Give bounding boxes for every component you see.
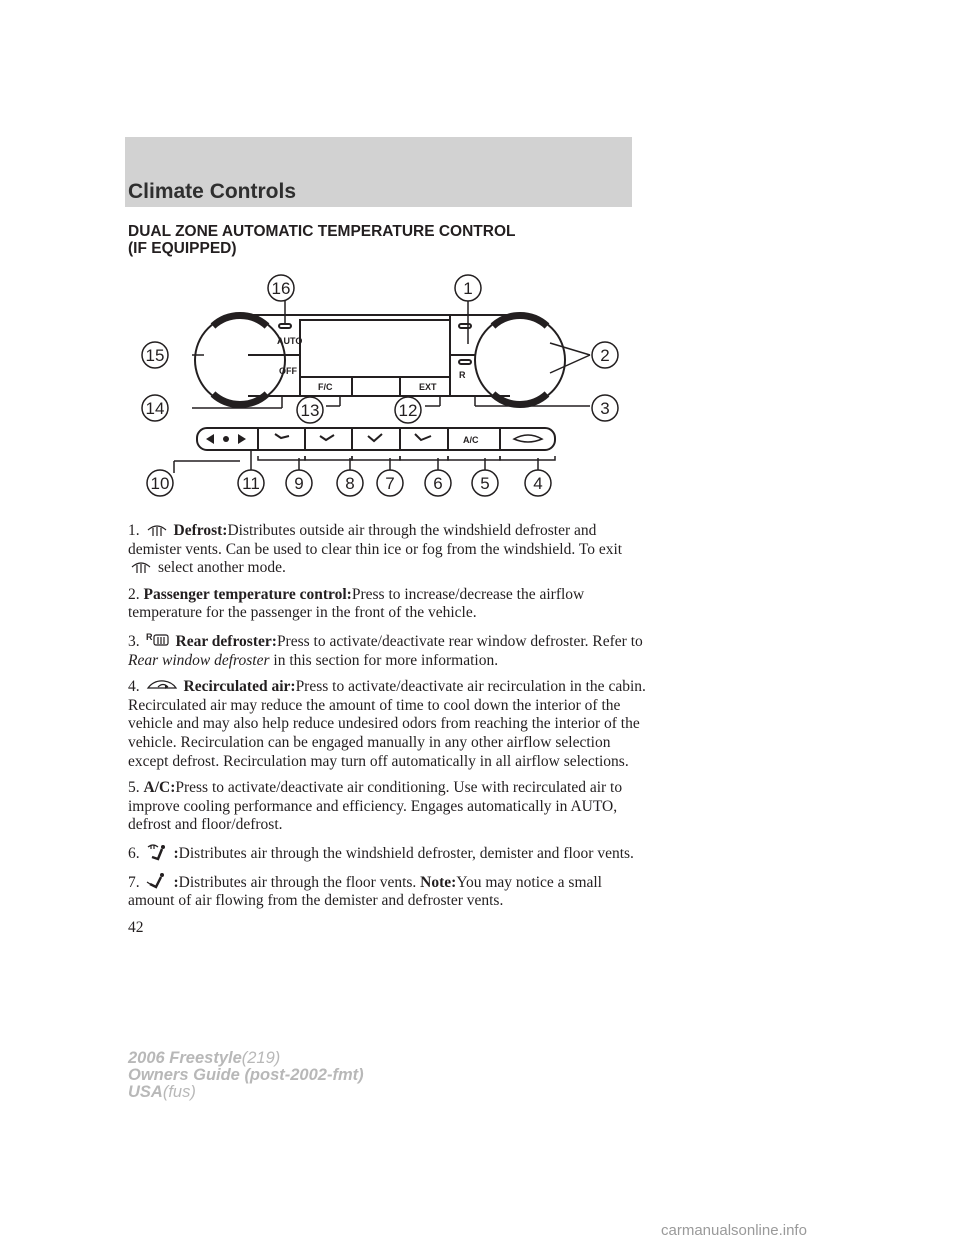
svg-text:10: 10 (150, 474, 170, 493)
svg-text:1: 1 (463, 279, 473, 298)
callout-15 (142, 342, 168, 368)
item-3: 3. R Rear defroster:Press to activate/deactivate rear window defroster. Refer to Rear window defroster in this section for more information. (128, 631, 643, 669)
page-number: 42 (128, 919, 144, 936)
item-5: 5. A/C:Press to activate/deactivate air conditioning. Use with recirculated air to improve cooling performance and efficiency. Engages automatically in AUTO, defrost and floor/defrost. (128, 779, 623, 834)
defrost-icon (146, 522, 168, 538)
callout-7 (377, 470, 403, 496)
section-title: Climate Controls (128, 180, 297, 203)
callout-4 (525, 470, 551, 496)
svg-text:16: 16 (271, 279, 291, 298)
item-list (128, 522, 648, 919)
callout-1 (455, 275, 481, 301)
svg-text:13: 13 (300, 401, 320, 420)
off-button-label: OFF (279, 366, 297, 376)
driver-temperature-knob (195, 315, 285, 405)
callout-5 (472, 470, 498, 496)
item-6: 6. :Distributes air through the windshield defroster, demister and floor vents. (128, 844, 634, 862)
fc-button-label: F/C (318, 382, 333, 392)
svg-text:11: 11 (242, 474, 260, 493)
ext-button-label: EXT (419, 382, 437, 392)
item-4: 4. Recirculated air:Press to activate/deactivate air recirculation in the cabin. Recirculated air may reduce the amount of time to cool down the interior of the vehicle and may also help reduce undesired odors from reaching the interior of the vehicle. Recirculation can be engaged manually in any other airflow selection except defrost. Recirculation may turn off automatically in all airflow selections. (128, 678, 646, 770)
callout-2 (592, 342, 618, 368)
item-7: 7. :Distributes air through the floor vents. Note:You may notice a small amount of air flowing from the demister and defroster vents. (128, 873, 602, 910)
ac-button-label: A/C (463, 435, 479, 445)
svg-text:15: 15 (145, 346, 165, 365)
heading-line-2: (IF EQUIPPED) (128, 240, 237, 257)
svg-text:5: 5 (480, 474, 490, 493)
callout-13 (297, 397, 323, 423)
callout-6 (425, 470, 451, 496)
climate-control-diagram (130, 268, 620, 500)
watermark: carmanualsonline.info (661, 1222, 807, 1239)
recirculate-icon (146, 678, 178, 694)
svg-text:3: 3 (600, 399, 610, 418)
callout-16 (268, 275, 294, 301)
floor-defrost-icon (146, 843, 168, 861)
svg-text:7: 7 (385, 474, 395, 493)
callout-8 (337, 470, 363, 496)
svg-text:R: R (145, 631, 152, 642)
svg-text:8: 8 (345, 474, 355, 493)
defrost-icon (130, 559, 152, 575)
item-2: 2. Passenger temperature control:Press to increase/decrease the airflow temperature for the passenger in the front of the vehicle. (128, 585, 585, 622)
callout-3 (592, 395, 618, 421)
floor-icon (146, 872, 168, 890)
display-screen (300, 320, 450, 377)
callout-14 (142, 395, 168, 421)
svg-text:2: 2 (600, 346, 610, 365)
rear-label: R (459, 370, 466, 380)
svg-text:9: 9 (294, 474, 304, 493)
callout-11 (238, 470, 264, 496)
svg-text:12: 12 (398, 401, 418, 420)
callout-9 (286, 470, 312, 496)
passenger-temperature-knob (475, 315, 565, 405)
heading-line-1: DUAL ZONE AUTOMATIC TEMPERATURE CONTROL (128, 223, 516, 240)
svg-text:6: 6 (433, 474, 443, 493)
page-heading (128, 223, 516, 257)
svg-text:4: 4 (533, 474, 543, 493)
auto-button-label: AUTO (277, 336, 303, 346)
svg-text:14: 14 (145, 399, 165, 418)
item-1: 1. Defrost:Distributes outside air through the windshield defroster and demister vents. Can be used to clear thin ice or fog from the windshield. To exit select another mode. (128, 522, 623, 577)
callout-10 (147, 470, 173, 496)
document-footer: 2006 Freestyle(219) Owners Guide (post-2002-fmt) USA(fus) (128, 1049, 364, 1101)
callout-12 (395, 397, 421, 423)
rear-defrost-icon (146, 631, 170, 649)
